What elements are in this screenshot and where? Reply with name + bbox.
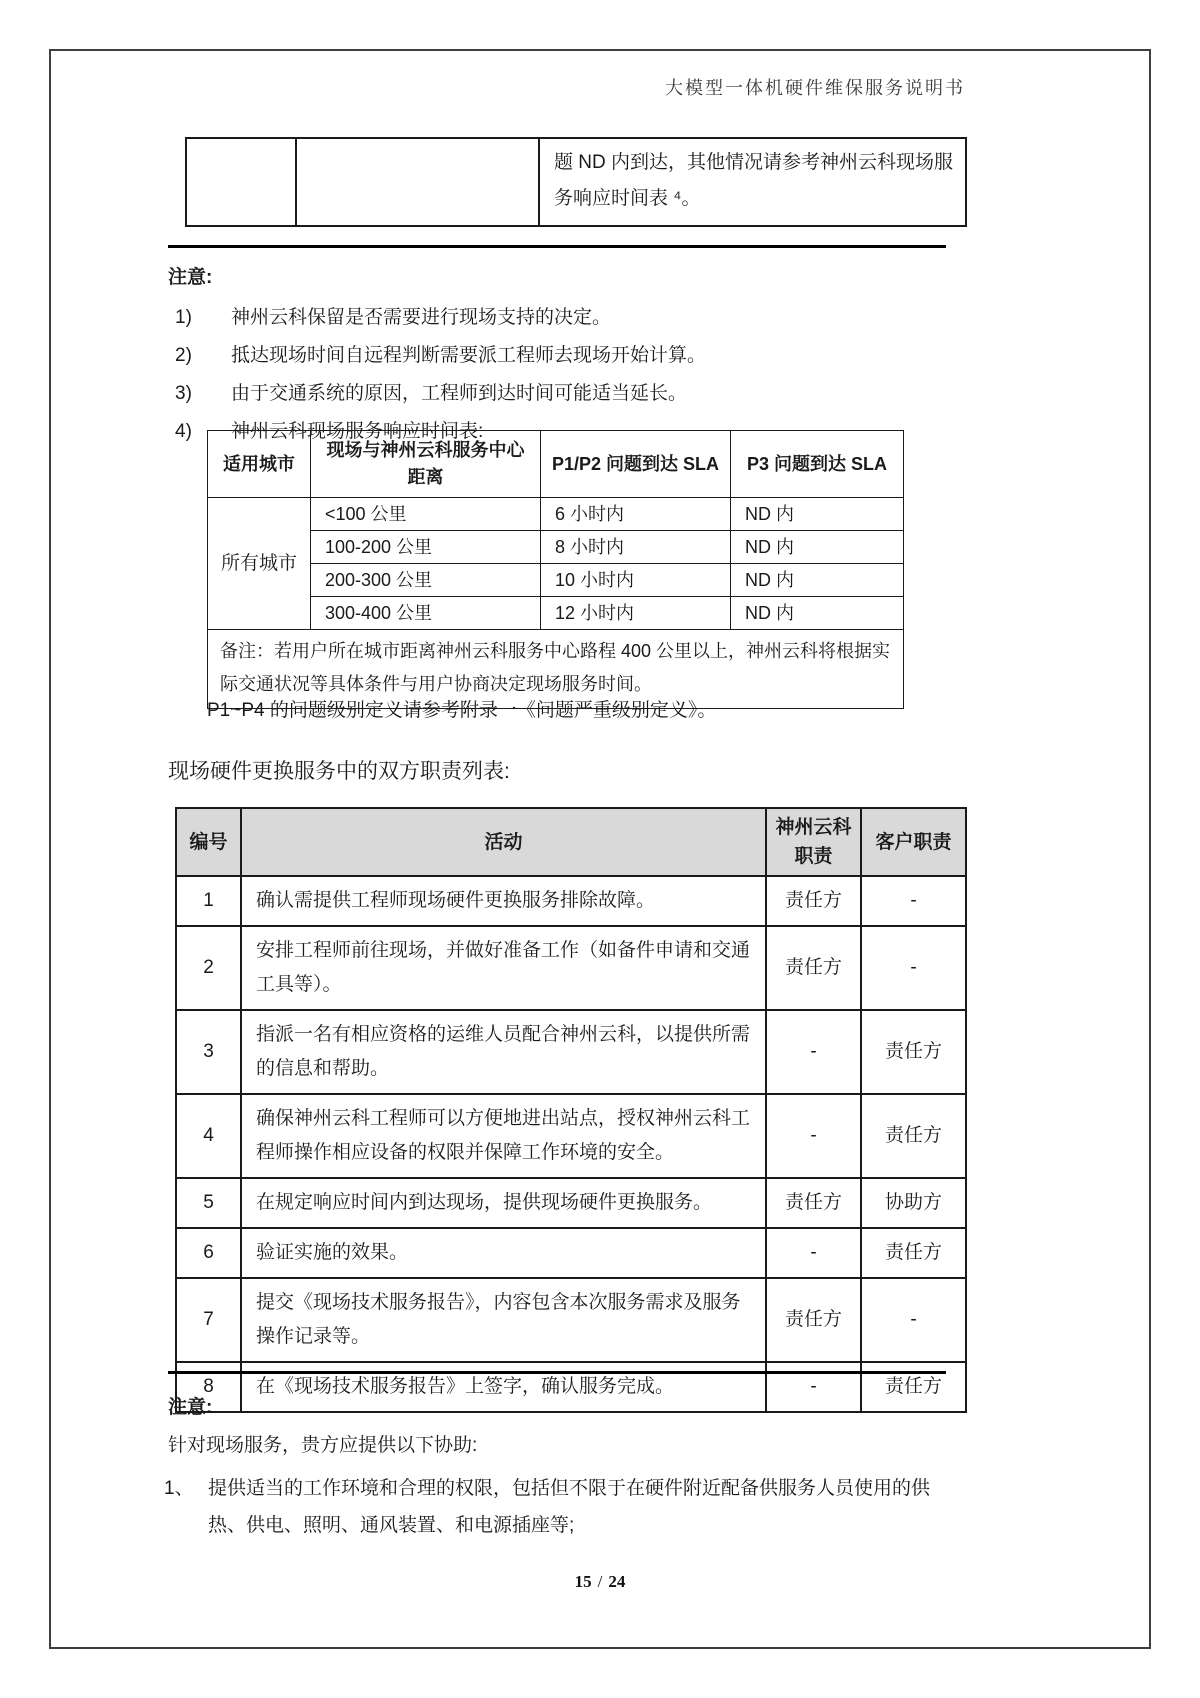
notice-intro-text: 针对现场服务，贵方应提供以下协助: [168, 1435, 478, 1456]
notice-label: 注意: [168, 1397, 213, 1418]
sla-distance: 100-200 公里 [311, 531, 541, 564]
resp-customer: - [861, 876, 966, 926]
sla-header-p3: P3 问题到达 SLA [731, 431, 904, 498]
list-item-number: 1、 [164, 1478, 194, 1499]
resp-vendor: 责任方 [766, 1278, 861, 1362]
list-item-text: 抵达现场时间自远程判断需要派工程师去现场开始计算。 [231, 345, 707, 366]
resp-header-vendor: 神州云科职责 [766, 808, 861, 876]
responsibilities-table [175, 807, 967, 1413]
resp-header-customer: 客户职责 [861, 808, 966, 876]
resp-activity: 在《现场技术服务报告》上签字，确认服务完成。 [241, 1362, 766, 1412]
sla-header-distance: 现场与神州云科服务中心距离 [311, 431, 541, 498]
list-item-number: 1) [175, 307, 192, 328]
resp-vendor: 责任方 [766, 1178, 861, 1228]
table-row [176, 1228, 966, 1278]
resp-no: 6 [176, 1228, 241, 1278]
table-row [176, 926, 966, 1010]
table-header-row [208, 431, 904, 498]
table-row [176, 876, 966, 926]
resp-vendor: 责任方 [766, 926, 861, 1010]
resp-activity: 确保神州云科工程师可以方便地进出站点，授权神州云科工程师操作相应设备的权限并保障工作环境的安全。 [241, 1094, 766, 1178]
sla-distance: 300-400 公里 [311, 597, 541, 630]
list-item [175, 337, 965, 375]
sla-remark: 备注：若用户所在城市距离神州云科服务中心路程 400 公里以上，神州云科将根据实际交通状况等具体条件与用户协商决定现场服务时间。 [208, 630, 904, 709]
table-row [176, 1362, 966, 1412]
list-item-number: 2) [175, 345, 192, 366]
document-header-title: 大模型一体机硬件维保服务说明书 [665, 78, 965, 98]
resp-no: 5 [176, 1178, 241, 1228]
sla-group-label: 所有城市 [208, 498, 311, 630]
sla-header-city: 适用城市 [208, 431, 311, 498]
fragment-cell-1 [186, 138, 296, 226]
sla-p3: ND 内 [731, 564, 904, 597]
notice-label: 注意: [168, 267, 213, 288]
resp-no: 4 [176, 1094, 241, 1178]
resp-customer: 责任方 [861, 1228, 966, 1278]
resp-no: 3 [176, 1010, 241, 1094]
resp-vendor: - [766, 1228, 861, 1278]
resp-vendor: - [766, 1010, 861, 1094]
section-divider-line [168, 245, 946, 248]
resp-customer: 责任方 [861, 1094, 966, 1178]
resp-activity: 安排工程师前往现场，并做好准备工作（如备件申请和交通工具等）。 [241, 926, 766, 1010]
notice-numbered-list [175, 299, 965, 451]
table-row [186, 138, 966, 226]
fragment-cell-3 [539, 138, 966, 226]
table-row [176, 1178, 966, 1228]
total-page-number: 24 [608, 1572, 626, 1591]
page-number-footer [0, 1572, 1200, 1592]
table-row [176, 1278, 966, 1362]
resp-activity: 验证实施的效果。 [241, 1228, 766, 1278]
resp-activity: 提交《现场技术服务报告》，内容包含本次服务需求及服务操作记录等。 [241, 1278, 766, 1362]
page-number-separator: / [597, 1572, 603, 1591]
sla-p3: ND 内 [731, 531, 904, 564]
sla-distance: 200-300 公里 [311, 564, 541, 597]
resp-header-no: 编号 [176, 808, 241, 876]
resp-activity: 确认需提供工程师现场硬件更换服务排除故障。 [241, 876, 766, 926]
table-row [208, 531, 904, 564]
list-item-text: 由于交通系统的原因，工程师到达时间可能适当延长。 [231, 383, 688, 404]
table-row [176, 1010, 966, 1094]
resp-customer: 协助方 [861, 1178, 966, 1228]
fragment-text: 题 ND 内到达，其他情况请参考神州云科现场服务响应时间表 ⁴。 [554, 152, 954, 209]
resp-no: 1 [176, 876, 241, 926]
list-item [164, 1470, 966, 1544]
sla-p12: 8 小时内 [541, 531, 731, 564]
sla-distance: <100 公里 [311, 498, 541, 531]
section-divider-line [168, 1371, 946, 1374]
resp-customer: 责任方 [861, 1010, 966, 1094]
sla-p12: 12 小时内 [541, 597, 731, 630]
sla-p3: ND 内 [731, 498, 904, 531]
resp-header-activity: 活动 [241, 808, 766, 876]
table-row [208, 498, 904, 531]
resp-activity: 在规定响应时间内到达现场，提供现场硬件更换服务。 [241, 1178, 766, 1228]
table-row [208, 597, 904, 630]
table-row [176, 1094, 966, 1178]
sla-p3: ND 内 [731, 597, 904, 630]
resp-activity: 指派一名有相应资格的运维人员配合神州云科，以提供所需的信息和帮助。 [241, 1010, 766, 1094]
list-item [175, 299, 965, 337]
sla-header-p12: P1/P2 问题到达 SLA [541, 431, 731, 498]
list-item-text: 提供适当的工作环境和合理的权限，包括但不限于在硬件附近配备供服务人员使用的供热、供电、照明、通风装置、和电源插座等; [208, 1478, 931, 1536]
fragment-cell-2 [296, 138, 539, 226]
resp-vendor: 责任方 [766, 876, 861, 926]
resp-vendor: - [766, 1094, 861, 1178]
sla-response-time-table [207, 430, 904, 709]
sla-p12: 10 小时内 [541, 564, 731, 597]
resp-customer: - [861, 926, 966, 1010]
list-item-text: 神州云科保留是否需要进行现场支持的决定。 [231, 307, 612, 328]
resp-no: 2 [176, 926, 241, 1010]
list-item-text: 神州云科现场服务响应时间表: [231, 421, 484, 442]
table-header-row [176, 808, 966, 876]
responsibilities-section-heading: 现场硬件更换服务中的双方职责列表: [168, 760, 510, 783]
list-item [175, 375, 965, 413]
sla-p12: 6 小时内 [541, 498, 731, 531]
resp-no: 7 [176, 1278, 241, 1362]
current-page-number: 15 [574, 1572, 592, 1591]
resp-no: 8 [176, 1362, 241, 1412]
resp-vendor: - [766, 1362, 861, 1412]
top-table-fragment [185, 137, 967, 227]
list-item-number: 4) [175, 421, 192, 442]
resp-customer: 责任方 [861, 1362, 966, 1412]
list-item-number: 3) [175, 383, 192, 404]
resp-customer: - [861, 1278, 966, 1362]
p-level-definition-note: P1~P4 的问题级别定义请参考附录一《问题严重级别定义》。 [207, 700, 717, 721]
table-row [208, 564, 904, 597]
